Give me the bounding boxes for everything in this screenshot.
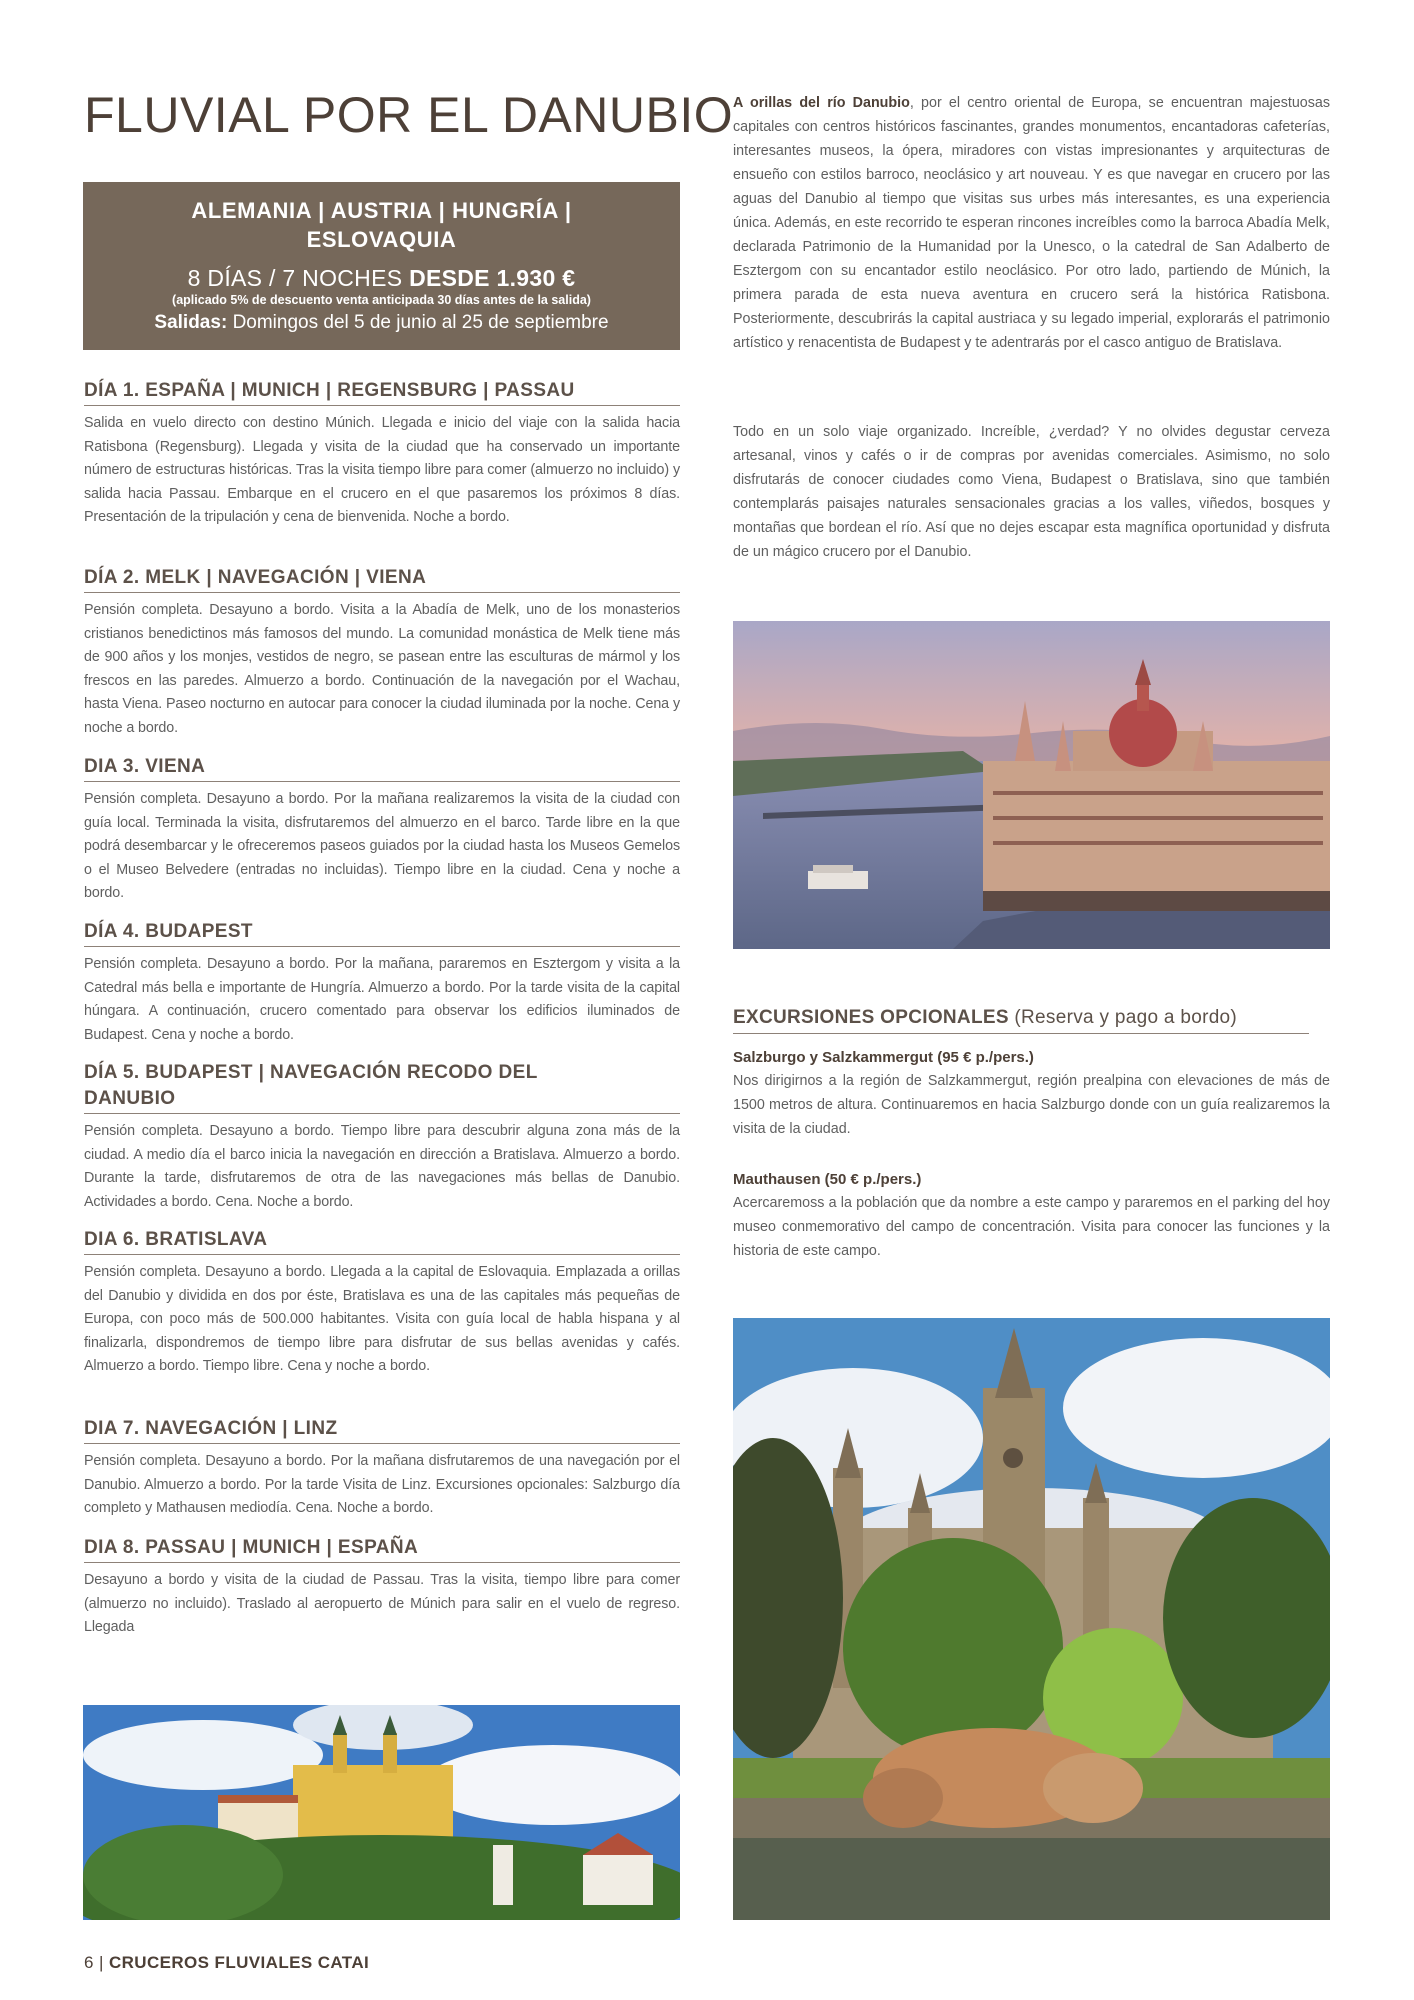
excursion-name: Mauthausen (50 € p./pers.) xyxy=(733,1171,922,1188)
discount-note: (aplicado 5% de descuento venta anticipada 30 días antes de la salida) xyxy=(172,293,591,307)
day-5 xyxy=(84,1060,680,1214)
budapest-parliament-photo xyxy=(733,621,1330,949)
day-3 xyxy=(84,754,680,906)
day-text: Desayuno a bordo y visita de la ciudad de Passau. Tras la visita, tiempo libre para comer (almuerzo no incluido). Traslado al aeropuerto de Múnich para salir en el vuelo de regreso. Llegada xyxy=(84,1572,680,1636)
promo-box xyxy=(83,182,680,350)
day-title: DIA 6. BRATISLAVA xyxy=(84,1227,680,1255)
intro-paragraph-2: Todo en un solo viaje organizado. Increíble, ¿verdad? Y no olvides degustar cerveza artesanal, vinos y cafés o ir de compras por avenidas comerciales. Asimismo, no solo disfrutarás de conocer ciudades como Viena, Budapest o Bratislava, sino que también contemplarás paisajes naturales sensacionales gracias a los valles, viñedos, bosques y montañas que bordean el río. Así que no dejes escapar esta magnífica oportunidad y disfruta de un mágico crucero por el Danubio. xyxy=(733,424,1330,560)
day-text: Pensión completa. Desayuno a bordo. Por la mañana, pararemos en Esztergom y visita a la Catedral más bella e importante de Hungría. Almuerzo a bordo. Por la tarde visita de la capital húngara. A continuación, crucero comentado para observar los edificios iluminados de Budapest. Cena y noche a bordo. xyxy=(84,956,680,1043)
excursions-title: EXCURSIONES OPCIONALES (Reserva y pago a bordo) xyxy=(733,1005,1309,1034)
intro-paragraph-1: A orillas del río Danubio, por el centro oriental de Europa, se encuentran majestuosas capitales con centros históricos fascinantes, grandes monumentos, encantadoras cafeterías, interesantes museos, la ópera, miradores con vistas impresionantes y arquitecturas de ensueño con estilos barroco, neoclásico y art nouveau. Y es que navegar en crucero por las aguas del Danubio al tiempo que visitas sus urbes más interesantes, es una experiencia única. Además, en este recorrido te esperan rincones increíbles como la barroca Abadía Melk, declarada Patrimonio de la Humanidad por la Unesco, o la catedral de San Adalberto de Esztergom con su encantador estilo neoclásico. Por otro lado, partiendo de Múnich, la primera parada de esta nueva aventura en crucero será la histórica Ratisbona. Posteriormente, descubrirás la capital austriaca y su legado imperial, explorarás el patrimonio artístico y renacentista de Budapest y te adentrarás por el casco antiguo de Bratislava. xyxy=(733,95,1331,351)
day-text: Pensión completa. Desayuno a bordo. Llegada a la capital de Eslovaquia. Emplazada a orillas del Danubio y dividida en dos por éste, Bratislava es una de las capitales más pequeñas de Europa, con poco más de 500.000 habitantes. Visita con guía local de habla hispana y al finalizarla, dispondremos de tiempo libre para disfrutar de sus bellas avenidas y cafés. Almuerzo a bordo. Tiempo libre. Cena y noche a bordo. xyxy=(84,1264,680,1375)
vienna-city-hall-photo xyxy=(733,1318,1330,1920)
day-text: Pensión completa. Desayuno a bordo. Tiempo libre para descubrir alguna zona más de la ciudad. A medio día el barco inicia la navegación en dirección a Bratislava. Almuerzo a bordo. Durante la tarde, disfrutaremos de otra de las navegaciones más bellas de Danubio. Actividades a bordo. Cena. Noche a bordo. xyxy=(84,1123,680,1210)
excursion-text: Acercaremoss a la población que da nombre a este campo y pararemos en el parking del hoy museo conmemorativo del campo de concentración. Visita para conocer las funciones y la historia de este campo. xyxy=(733,1195,1330,1259)
departures: Salidas: Domingos del 5 de junio al 25 de septiembre xyxy=(154,312,609,333)
day-title: DÍA 2. MELK | NAVEGACIÓN | VIENA xyxy=(84,565,680,593)
page-title: FLUVIAL POR EL DANUBIO xyxy=(84,87,734,143)
day-7 xyxy=(84,1416,680,1521)
excursion-1 xyxy=(733,1047,1330,1141)
day-title: DÍA 1. ESPAÑA | MUNICH | REGENSBURG | PASSAU xyxy=(84,378,680,406)
day-title: DIA 7. NAVEGACIÓN | LINZ xyxy=(84,1416,680,1444)
day-text: Pensión completa. Desayuno a bordo. Por la mañana realizaremos la visita de la ciudad con guía local. Terminada la visita, disfrutaremos del almuerzo en el barco. Tarde libre en la que podrá desembarcar y le ofreceremos paseos guiados por la ciudad hasta los Museos Gemelos o el Museo Belvedere (entradas no incluidas). Tiempo libre en la ciudad. Cena y noche a bordo. xyxy=(84,791,680,902)
day-title: DIA 3. VIENA xyxy=(84,754,680,782)
day-1 xyxy=(84,378,680,530)
day-text: Salida en vuelo directo con destino Múnich. Llegada e inicio del viaje con la salida hacia Ratisbona (Regensburg). Llegada y visita de la ciudad que ha conservado un importante número de estructuras históricas. Tras la visita tiempo libre para comer (almuerzo no incluido) y salida hacia Passau. Embarque en el crucero en el que pasaremos los próximos 8 días. Presentación de la tripulación y cena de bienvenida. Noche a bordo. xyxy=(84,415,680,526)
excursion-2 xyxy=(733,1169,1330,1263)
footer: 6 | CRUCEROS FLUVIALES CATAI xyxy=(84,1953,370,1972)
day-text: Pensión completa. Desayuno a bordo. Visita a la Abadía de Melk, uno de los monasterios cristianos benedictinos más famosos del mundo. La comunidad monástica de Melk tiene más de 900 años y los monjes, vestidos de negro, se pasean entre las esculturas de mármol y los frescos en las paredes. Almuerzo a bordo. Continuación de la navegación por el Wachau, hasta Viena. Paseo nocturno en autocar para conocer la ciudad iluminada por la noche. Cena y noche a bordo. xyxy=(84,602,680,736)
excursion-text: Nos dirigirnos a la región de Salzkammergut, región prealpina con elevaciones de más de 1500 metros de altura. Continuaremos en hacia Salzburgo donde con un guía realizaremos la visita de la ciudad. xyxy=(733,1073,1330,1137)
day-6 xyxy=(84,1227,680,1379)
excursion-name: Salzburgo y Salzkammergut (95 € p./pers.) xyxy=(733,1049,1034,1066)
day-8 xyxy=(84,1535,680,1640)
day-text: Pensión completa. Desayuno a bordo. Por la mañana disfrutaremos de una navegación por el Danubio. Almuerzo a bordo. Por la tarde Visita de Linz. Excursiones opcionales: Salzburgo día completo y Mathausen mediodía. Cena. Noche a bordo. xyxy=(84,1453,680,1517)
melk-abbey-photo xyxy=(83,1705,680,1920)
countries: ALEMANIA | AUSTRIA | HUNGRÍA | ESLOVAQUIA xyxy=(191,198,572,252)
day-title: DIA 8. PASSAU | MUNICH | ESPAÑA xyxy=(84,1535,680,1563)
day-2 xyxy=(84,565,680,741)
day-4 xyxy=(84,919,680,1047)
day-title: DÍA 4. BUDAPEST xyxy=(84,919,680,947)
duration-price: 8 DÍAS / 7 NOCHES DESDE 1.930 € xyxy=(187,265,576,291)
day-title: DÍA 5. BUDAPEST | NAVEGACIÓN RECODO DEL DANUBIO xyxy=(84,1060,680,1114)
